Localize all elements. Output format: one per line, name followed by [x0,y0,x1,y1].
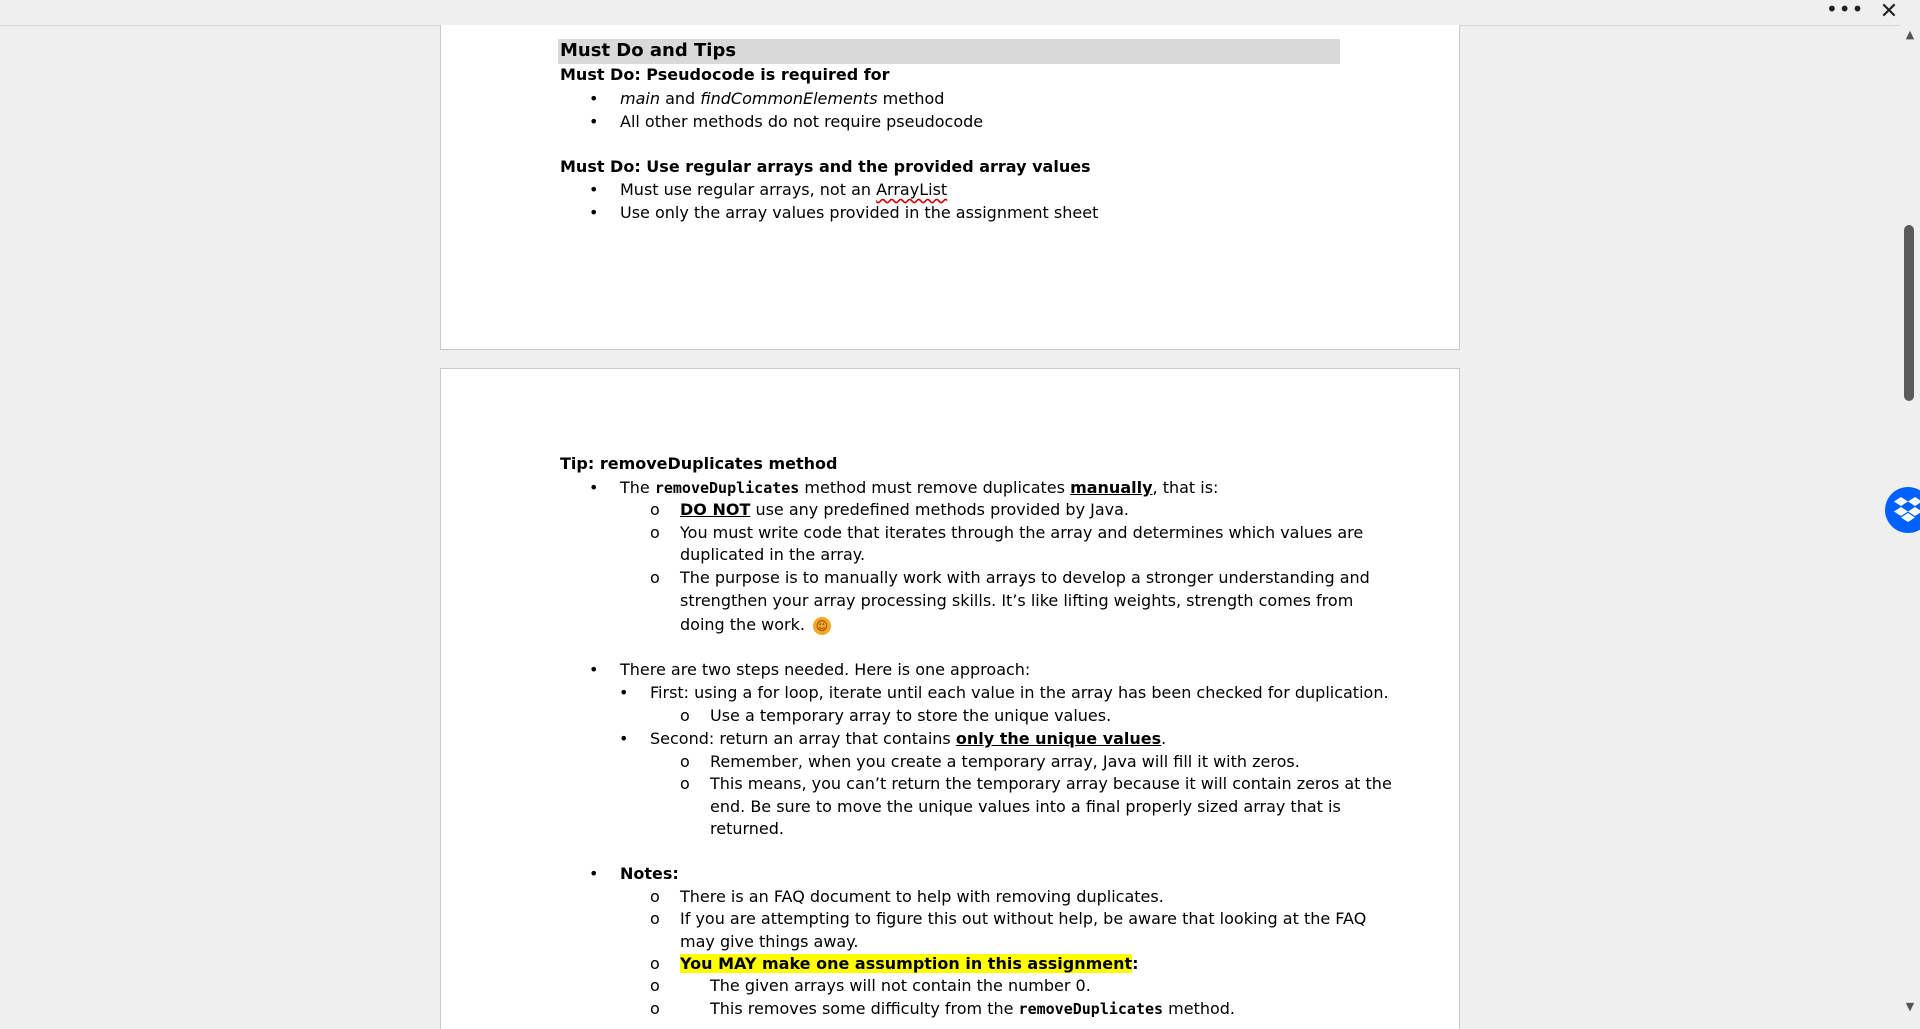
smiley-icon: ☺ [813,617,831,635]
list-item: The given arrays will not contain the number 0. [710,976,1091,995]
list-item: This means, you can’t return the temporary array because it will contain zeros at the [710,774,1392,793]
section-heading: Must Do and Tips [560,40,737,61]
circle-bullet-icon: o [650,909,660,928]
list-item [620,180,947,200]
bullet-icon: • [589,89,599,108]
document-page-1 [440,25,1460,350]
list-item: First: using a for loop, iterate until each value in the array has been checked for duplication. [650,683,1389,702]
text-fragment: method must remove duplicates [799,478,1071,497]
emphasis-manually: manually [1070,478,1153,497]
list-item [620,478,1218,498]
circle-bullet-icon: o [650,976,660,995]
circle-bullet-icon: o [650,954,660,973]
pseudocode-title: Must Do: Pseudocode is required for [560,65,890,84]
dropbox-button[interactable] [1885,487,1920,533]
close-button[interactable]: ✕ [1879,0,1899,24]
text-fragment: . [1161,729,1167,748]
highlighted-assumption: You MAY make one assumption in this assignment [680,954,1133,973]
list-item [710,999,1235,1019]
circle-bullet-icon: o [680,774,690,793]
bullet-icon: • [589,864,599,883]
top-bar [0,0,1920,26]
list-item: The purpose is to manually work with arrays to develop a stronger understanding and [680,568,1370,587]
emphasis-do-not: DO NOT [680,500,751,519]
list-item: If you are attempting to figure this out without help, be aware that looking at the FAQ [680,909,1367,928]
list-item-continued: returned. [710,819,785,838]
more-options-button[interactable]: ••• [1826,0,1865,21]
arrays-title: Must Do: Use regular arrays and the provided array values [560,157,1091,176]
bullet-icon: • [589,660,599,679]
text-fragment: , that is: [1152,478,1219,497]
circle-bullet-icon: o [650,523,660,542]
code-method-name: removeDuplicates [1018,1000,1164,1018]
list-item-continued: end. Be sure to move the unique values into a final properly sized array that is [710,797,1341,816]
list-item-continued: may give things away. [680,932,859,951]
bullet-icon: • [619,729,629,748]
dropbox-icon [1893,496,1920,524]
list-item: Use only the array values provided in the assignment sheet [620,203,1099,222]
code-method-name: removeDuplicates [654,479,800,497]
circle-bullet-icon: o [650,568,660,587]
bullet-icon: • [589,478,599,497]
find-common-method-name: findCommonElements [700,89,878,108]
list-item: All other methods do not require pseudocode [620,112,984,131]
list-item [650,729,1166,749]
document-page-2 [440,368,1460,1029]
list-item-continued [680,615,831,635]
text-fragment: use any predefined methods provided by Java. [750,500,1130,519]
list-item [680,500,1129,520]
text-fragment: method. [1163,999,1236,1018]
text-fragment: Must use regular arrays, not an [620,180,877,199]
text-fragment: Second: return an array that contains [650,729,956,748]
scroll-thumb[interactable] [1904,225,1914,401]
bullet-icon: • [619,683,629,702]
emphasis-unique-values: only the unique values [955,729,1162,748]
text-fragment: method [877,89,945,108]
tip-title: Tip: removeDuplicates method [560,454,838,473]
text-fragment: and [659,89,701,108]
list-item: Use a temporary array to store the unique values. [710,706,1112,725]
list-item [620,89,944,109]
list-item: There is an FAQ document to help with removing duplicates. [680,887,1164,906]
main-method-name: main [620,89,660,108]
scroll-down-arrow-icon[interactable]: ▼ [1905,1000,1915,1013]
text-fragment: This removes some difficulty from the [710,999,1019,1018]
list-item-continued: duplicated in the array. [680,545,866,564]
bullet-icon: • [589,180,599,199]
circle-bullet-icon: o [680,752,690,771]
list-item-continued: strengthen your array processing skills. It’s like lifting weights, strength comes from [680,591,1354,610]
bullet-icon: • [589,203,599,222]
text-fragment: The [620,478,655,497]
circle-bullet-icon: o [650,887,660,906]
circle-bullet-icon: o [650,999,660,1018]
text-fragment: : [1132,954,1139,973]
circle-bullet-icon: o [650,500,660,519]
list-item [680,954,1139,974]
spellcheck-word[interactable]: ArrayList [876,180,948,199]
list-item: There are two steps needed. Here is one approach: [620,660,1031,679]
circle-bullet-icon: o [680,706,690,725]
text-fragment: doing the work. [680,615,805,634]
scroll-up-arrow-icon[interactable]: ▲ [1905,28,1915,41]
list-item: You must write code that iterates through the array and determines which values are [680,523,1364,542]
list-item: Remember, when you create a temporary array, Java will fill it with zeros. [710,752,1300,771]
bullet-icon: • [589,112,599,131]
notes-title: Notes: [620,864,679,883]
